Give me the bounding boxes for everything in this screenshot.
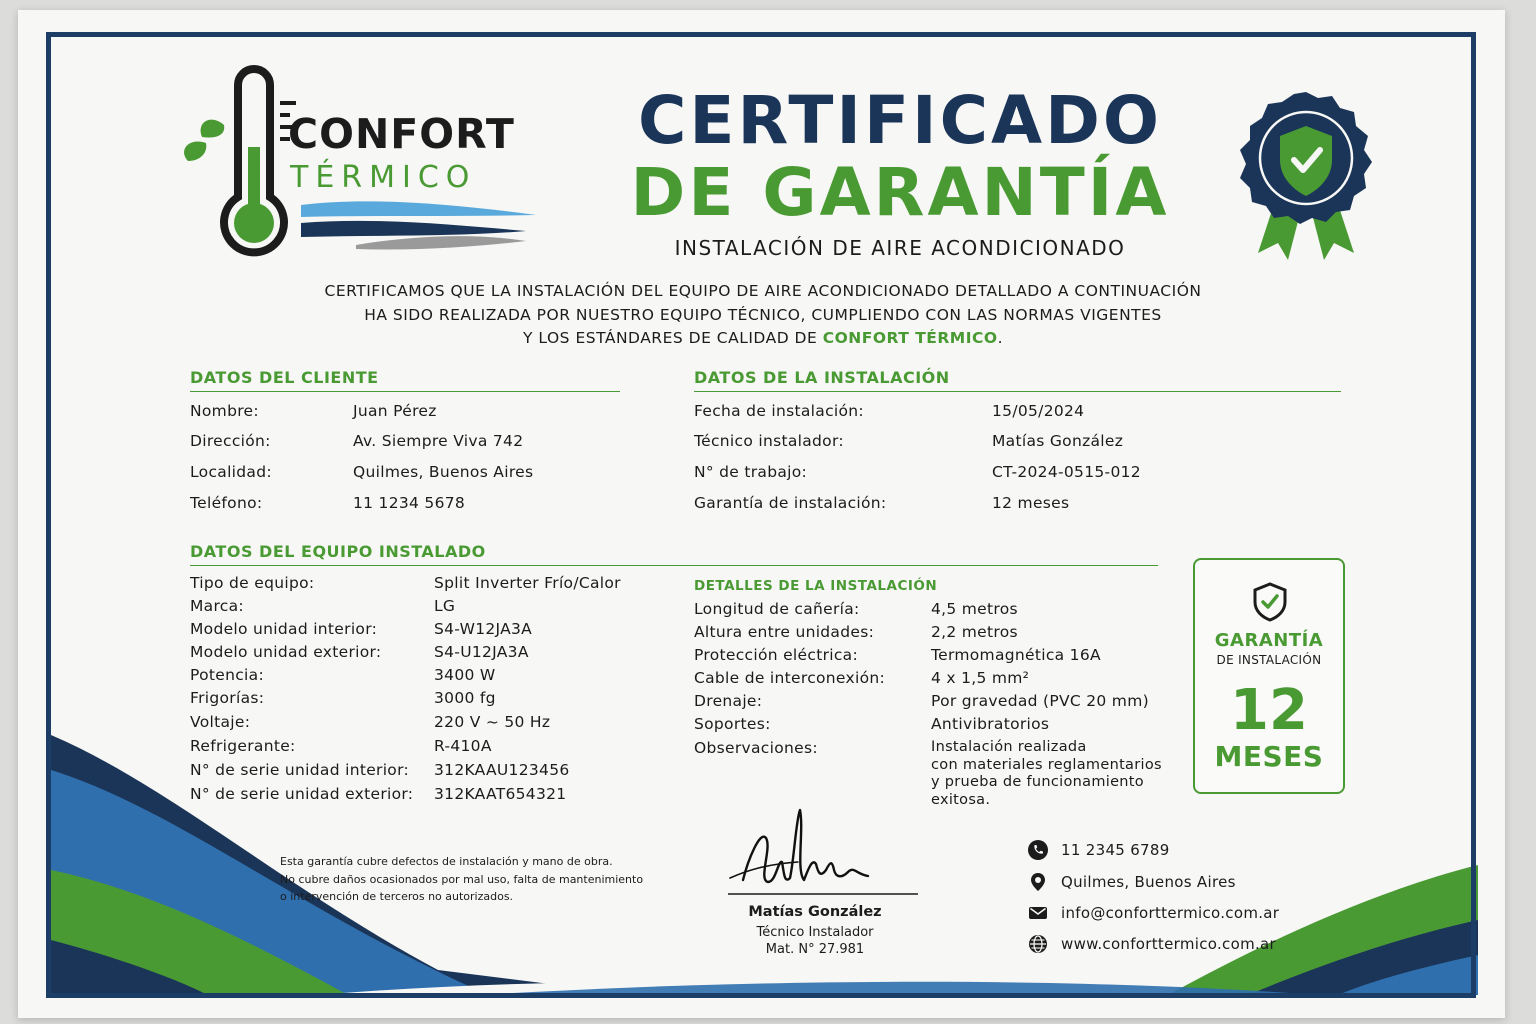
certificate-sheet (18, 10, 1505, 1018)
shield-check-icon (1252, 582, 1288, 622)
certificate-title-line1: CERTIFICADO (637, 82, 1162, 159)
statement-line-2: HA SIDO REALIZADA POR NUESTRO EQUIPO TÉCNICO, CUMPLIENDO CON LAS NORMAS VIGENTES (364, 305, 1162, 324)
install-date-value: 15/05/2024 (992, 402, 1085, 420)
equip-outdoor-serial-label: N° de serie unidad exterior: (190, 785, 414, 803)
equip-refrigerant-label: Refrigerante: (190, 737, 296, 755)
drainage-value: Por gravedad (PVC 20 mm) (931, 692, 1149, 710)
drainage-label: Drenaje: (694, 692, 763, 710)
disclaimer-line-2: No cubre daños ocasionados por mal uso, falta de mantenimiento (280, 872, 644, 886)
signer-name: Matías González (748, 904, 882, 920)
equip-indoor-model-label: Modelo unidad interior: (190, 620, 378, 638)
observations-line-4: exitosa. (931, 791, 991, 808)
statement-brand: CONFORT TÉRMICO (822, 329, 998, 347)
equip-indoor-serial-label: N° de serie unidad interior: (190, 761, 410, 779)
contact-location-text: Quilmes, Buenos Aires (1061, 873, 1236, 891)
mail-icon (1028, 903, 1048, 923)
install-warranty-label: Garantía de instalación: (694, 494, 887, 512)
client-address-label: Dirección: (190, 432, 271, 450)
install-date-label: Fecha de instalación: (694, 402, 864, 420)
equip-brand-value: LG (434, 597, 456, 615)
electric-protection-label: Protección eléctrica: (694, 646, 858, 664)
globe-icon (1028, 934, 1048, 954)
equip-outdoor-serial-value: 312KAAT654321 (434, 785, 567, 803)
job-number-value: CT-2024-0515-012 (992, 463, 1141, 481)
brand-name-confort: CONFORT (288, 110, 515, 158)
pipe-length-label: Longitud de cañería: (694, 600, 860, 618)
section-heading-cliente: DATOS DEL CLIENTE (190, 368, 620, 392)
client-phone-label: Teléfono: (190, 494, 263, 512)
equip-power-label: Potencia: (190, 666, 264, 684)
leaf-icon (184, 120, 224, 161)
installer-value: Matías González (992, 432, 1124, 450)
phone-icon (1028, 840, 1048, 860)
equipment-data (190, 574, 670, 809)
certification-statement (218, 280, 1308, 351)
signer-registration: Mat. N° 27.981 (765, 942, 865, 957)
job-number-label: N° de trabajo: (694, 463, 808, 481)
shield-check-badge-icon (1236, 88, 1376, 268)
certificate-subtitle: INSTALACIÓN DE AIRE ACONDICIONADO (674, 236, 1126, 260)
contact-location (1028, 872, 1236, 892)
installation-details (694, 600, 1174, 815)
equip-outdoor-model-value: S4-U12JA3A (434, 643, 529, 661)
interconnect-cable-value: 4 x 1,5 mm² (931, 669, 1030, 687)
section-heading-detalles: DETALLES DE LA INSTALACIÓN (694, 578, 938, 594)
equip-type-label: Tipo de equipo: (190, 574, 315, 592)
installer-label: Técnico instalador: (694, 432, 844, 450)
observations-line-3: y prueba de funcionamiento (931, 774, 1144, 790)
equip-refrigerant-value: R-410A (434, 737, 492, 755)
equip-power-value: 3400 W (434, 666, 496, 684)
client-data (190, 402, 620, 527)
contact-email-text: info@conforttermico.com.ar (1061, 904, 1280, 922)
statement-line-3-prefix: Y LOS ESTÁNDARES DE CALIDAD DE (523, 329, 823, 347)
equip-outdoor-model-label: Modelo unidad exterior: (190, 643, 382, 661)
handwritten-signature (708, 800, 918, 900)
certificate-title-line2: DE GARANTÍA (630, 154, 1170, 231)
installation-data (694, 402, 1341, 527)
equip-indoor-model-value: S4-W12JA3A (434, 620, 533, 638)
install-warranty-value: 12 meses (992, 494, 1070, 512)
section-heading-instalacion: DATOS DE LA INSTALACIÓN (694, 368, 1341, 392)
observations-label: Observaciones: (694, 739, 818, 757)
disclaimer-line-1: Esta garantía cubre defectos de instalación y mano de obra. (280, 855, 613, 868)
observations-value (931, 739, 1162, 809)
statement-line-3-suffix: . (997, 329, 1003, 347)
warranty-months-number: 12 (1230, 678, 1308, 743)
disclaimer-line-3: o intervención de terceros no autorizados. (280, 890, 514, 903)
contact-phone (1028, 840, 1170, 860)
equip-brand-label: Marca: (190, 597, 244, 615)
equip-voltage-label: Voltaje: (190, 713, 251, 731)
client-name-value: Juan Pérez (353, 402, 437, 420)
unit-height-value: 2,2 metros (931, 623, 1018, 641)
warranty-months-unit: MESES (1214, 740, 1324, 773)
supports-value: Antivibratorios (931, 715, 1050, 733)
supports-label: Soportes: (694, 715, 771, 733)
contact-email (1028, 903, 1279, 923)
client-address-value: Av. Siempre Viva 742 (353, 432, 524, 450)
equip-voltage-value: 220 V ~ 50 Hz (434, 713, 551, 731)
warranty-disclaimer (280, 853, 700, 906)
signer-role: Técnico Instalador (756, 925, 874, 940)
client-locality-label: Localidad: (190, 463, 272, 481)
warranty-box-subtitle: DE INSTALACIÓN (1216, 653, 1322, 667)
interconnect-cable-label: Cable de interconexión: (694, 669, 886, 687)
pipe-length-value: 4,5 metros (931, 600, 1018, 618)
client-phone-value: 11 1234 5678 (353, 494, 466, 512)
client-name-label: Nombre: (190, 402, 259, 420)
electric-protection-value: Termomagnética 16A (931, 646, 1101, 664)
equip-frigories-value: 3000 fg (434, 689, 496, 707)
location-pin-icon (1028, 872, 1048, 892)
equip-type-value: Split Inverter Frío/Calor (434, 574, 621, 592)
equip-frigories-label: Frigorías: (190, 689, 265, 707)
statement-line-1: CERTIFICAMOS QUE LA INSTALACIÓN DEL EQUIPO DE AIRE ACONDICIONADO DETALLADO A CONTINUACIÓN (324, 282, 1202, 300)
client-locality-value: Quilmes, Buenos Aires (353, 463, 534, 481)
contact-website (1028, 934, 1276, 954)
section-heading-equipo: DATOS DEL EQUIPO INSTALADO (190, 542, 1158, 566)
observations-line-1: Instalación realizada (931, 739, 1087, 755)
brand-name-termico: TÉRMICO (290, 160, 477, 195)
contact-phone-text: 11 2345 6789 (1061, 841, 1170, 859)
warranty-box-title: GARANTÍA (1214, 630, 1324, 651)
observations-line-2: con materiales reglamentarios (931, 756, 1162, 773)
statement-line-3 (218, 327, 1308, 351)
contact-website-text: www.conforttermico.com.ar (1061, 935, 1277, 953)
equip-indoor-serial-value: 312KAAU123456 (434, 761, 570, 779)
warranty-period-box (1193, 558, 1345, 794)
unit-height-label: Altura entre unidades: (694, 623, 875, 641)
